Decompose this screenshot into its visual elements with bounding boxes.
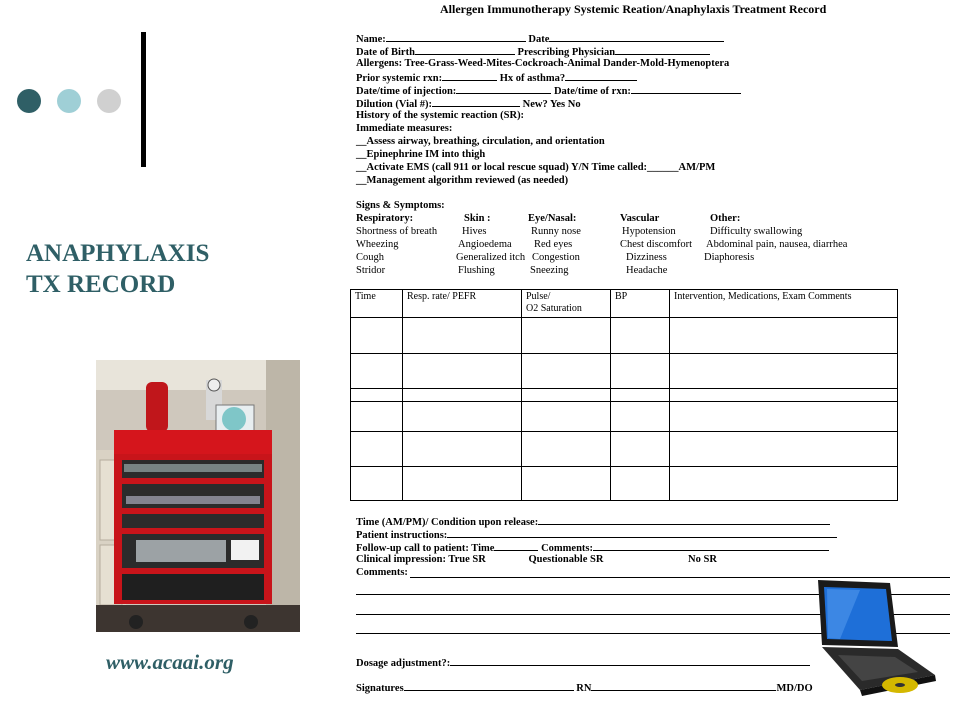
rn-label: RN — [576, 683, 592, 694]
signature-field[interactable] — [404, 681, 574, 691]
sym-item[interactable]: Dizziness — [626, 252, 667, 263]
sym-h-eye: Eye/Nasal: — [528, 213, 577, 224]
history-line: History of the systemic reaction (SR): — [356, 110, 525, 121]
table-cell[interactable] — [351, 432, 403, 467]
dosage-line — [356, 656, 810, 669]
table-cell[interactable] — [522, 354, 611, 389]
col-header-resp: Resp. rate/ PEFR — [403, 290, 522, 318]
hx-asthma-label: Hx of asthma? — [499, 73, 566, 84]
table-cell[interactable] — [403, 432, 522, 467]
dob-label: Date of Birth — [356, 47, 415, 58]
true-sr-option[interactable]: Clinical impression: True SR — [356, 554, 486, 565]
sym-item[interactable]: Generalized itch — [456, 252, 526, 263]
hx-asthma-field[interactable] — [565, 71, 637, 81]
new-vial-label: New? Yes No — [522, 99, 581, 110]
allergens-line: Allergens: Tree-Grass-Weed-Mites-Cockroach-Animal Dander-Mold-Hymenoptera — [356, 58, 730, 69]
dot-gray — [97, 89, 121, 113]
table-cell[interactable] — [670, 402, 898, 432]
col-header-bp: BP — [611, 290, 670, 318]
sym-item[interactable]: Shortness of breath — [356, 226, 438, 237]
dilution-field[interactable] — [432, 97, 520, 107]
name-date-line — [356, 32, 724, 45]
table-cell[interactable] — [670, 389, 898, 402]
injection-label: Date/time of injection: — [356, 86, 457, 97]
no-sr-option[interactable]: No SR — [688, 554, 717, 565]
table-cell[interactable] — [403, 318, 522, 354]
dob-line — [356, 45, 710, 58]
injection-field[interactable] — [456, 84, 551, 94]
followup-line — [356, 541, 829, 554]
title-line-2: TX RECORD — [26, 271, 176, 298]
questionable-sr-option[interactable]: Questionable SR — [528, 554, 604, 565]
instructions-label: Patient instructions: — [356, 530, 448, 541]
sym-item[interactable]: Chest discomfort — [620, 239, 693, 250]
immediate-line: Immediate measures: — [356, 123, 453, 134]
col-header-intervention: Intervention, Medications, Exam Comments — [670, 290, 898, 318]
col-header-pulse — [522, 290, 611, 318]
table-cell[interactable] — [522, 432, 611, 467]
table-cell[interactable] — [403, 354, 522, 389]
table-cell[interactable] — [351, 389, 403, 402]
name-field[interactable] — [386, 32, 526, 42]
rn-signature-field[interactable] — [591, 681, 776, 691]
measure-4[interactable]: __Management algorithm reviewed (as needed) — [356, 175, 569, 186]
table-cell[interactable] — [522, 389, 611, 402]
website-url[interactable]: www.acaai.org — [106, 650, 234, 674]
prior-rxn-field[interactable] — [442, 71, 497, 81]
sym-h-vascular: Vascular — [620, 213, 660, 224]
table-cell[interactable] — [522, 318, 611, 354]
dob-field[interactable] — [415, 45, 515, 55]
signs-heading: Signs & Symptoms: — [356, 200, 445, 211]
sym-h-skin: Skin : — [464, 213, 491, 224]
table-cell[interactable] — [611, 389, 670, 402]
dot-dark — [17, 89, 41, 113]
crash-cart-photo — [96, 360, 300, 632]
table-cell[interactable] — [611, 467, 670, 501]
sym-item[interactable]: Sneezing — [530, 265, 569, 276]
sym-item[interactable]: Congestion — [532, 252, 580, 263]
title-line-1: ANAPHYLAXIS — [26, 240, 210, 267]
date-field[interactable] — [549, 32, 724, 42]
table-cell[interactable] — [522, 467, 611, 501]
sym-h-respiratory: Respiratory: — [356, 213, 414, 224]
sym-item[interactable]: Hives — [462, 226, 487, 237]
dilution-label: Dilution (Vial #): — [356, 99, 433, 110]
table-cell[interactable] — [670, 467, 898, 501]
measure-1[interactable]: __Assess airway, breathing, circulation, and orientation — [356, 136, 605, 147]
mddo-label: MD/DO — [776, 683, 813, 694]
release-label: Time (AM/PM)/ Condition upon release: — [356, 517, 539, 528]
sym-item[interactable]: Red eyes — [534, 239, 573, 250]
dosage-field[interactable] — [450, 656, 810, 666]
col-header-time: Time — [351, 290, 403, 318]
pulse-label: Pulse/ — [526, 291, 551, 302]
o2-label: O2 Saturation — [526, 303, 582, 314]
vertical-bar — [141, 32, 146, 167]
rxn-time-field[interactable] — [631, 84, 741, 94]
table-cell[interactable] — [611, 432, 670, 467]
table-cell[interactable] — [611, 354, 670, 389]
prior-rxn-label: Prior systemic rxn: — [356, 73, 443, 84]
sym-item[interactable]: Stridor — [356, 265, 386, 276]
comments-line — [356, 567, 408, 578]
physician-label: Prescribing Physician — [517, 47, 616, 58]
sym-item[interactable]: Abdominal pain, nausea, diarrhea — [706, 239, 848, 250]
table-cell[interactable] — [611, 402, 670, 432]
table-cell[interactable] — [351, 318, 403, 354]
release-field[interactable] — [538, 515, 830, 525]
table-cell[interactable] — [670, 432, 898, 467]
physician-field[interactable] — [615, 45, 710, 55]
table-cell[interactable] — [403, 389, 522, 402]
table-cell[interactable] — [351, 402, 403, 432]
dilution-line — [356, 97, 581, 110]
instructions-field[interactable] — [447, 528, 837, 538]
prior-rxn-line — [356, 71, 637, 84]
signatures-label: Signatures — [356, 683, 404, 694]
dosage-label: Dosage adjustment?: — [356, 658, 451, 669]
table-cell[interactable] — [670, 354, 898, 389]
sym-item[interactable]: Runny nose — [531, 226, 581, 237]
table-cell[interactable] — [522, 402, 611, 432]
sym-item[interactable]: Difficulty swallowing — [710, 226, 803, 237]
sym-item[interactable]: Headache — [626, 265, 668, 276]
injection-line — [356, 84, 741, 97]
instructions-line — [356, 528, 837, 541]
date-label: Date — [528, 34, 550, 45]
followup-label: Follow-up call to patient: Time — [356, 543, 495, 554]
rxn-time-label: Date/time of rxn: — [553, 86, 631, 97]
sym-item[interactable]: Cough — [356, 252, 385, 263]
sym-item[interactable]: Diaphoresis — [704, 252, 755, 263]
followup-comments-label: Comments: — [541, 543, 593, 554]
release-line — [356, 515, 830, 528]
sym-h-other: Other: — [710, 213, 741, 224]
sym-item[interactable]: Wheezing — [356, 239, 399, 250]
dot-light — [57, 89, 81, 113]
measure-2[interactable]: __Epinephrine IM into thigh — [356, 149, 486, 160]
sym-item[interactable]: Angioedema — [458, 239, 512, 250]
sym-item[interactable]: Flushing — [458, 265, 495, 276]
name-label: Name: — [356, 34, 386, 45]
table-cell[interactable] — [670, 318, 898, 354]
slide-title — [26, 238, 209, 300]
laptop-icon — [800, 575, 940, 700]
followup-comments-field[interactable] — [593, 541, 829, 551]
treatment-log-table — [350, 289, 898, 501]
table-cell[interactable] — [403, 467, 522, 501]
table-cell[interactable] — [403, 402, 522, 432]
measure-3[interactable]: __Activate EMS (call 911 or local rescue squad) Y/N Time called:______AM/PM — [356, 162, 716, 173]
table-cell[interactable] — [611, 318, 670, 354]
sym-item[interactable]: Hypotension — [622, 226, 676, 237]
signatures-line — [356, 681, 813, 694]
table-cell[interactable] — [351, 467, 403, 501]
comments-label: Comments: — [356, 567, 408, 578]
followup-time-field[interactable] — [494, 541, 538, 551]
impression-line — [356, 554, 717, 565]
form-title: Allergen Immunotherapy Systemic Reation/Anaphylaxis Treatment Record — [440, 2, 827, 16]
table-cell[interactable] — [351, 354, 403, 389]
